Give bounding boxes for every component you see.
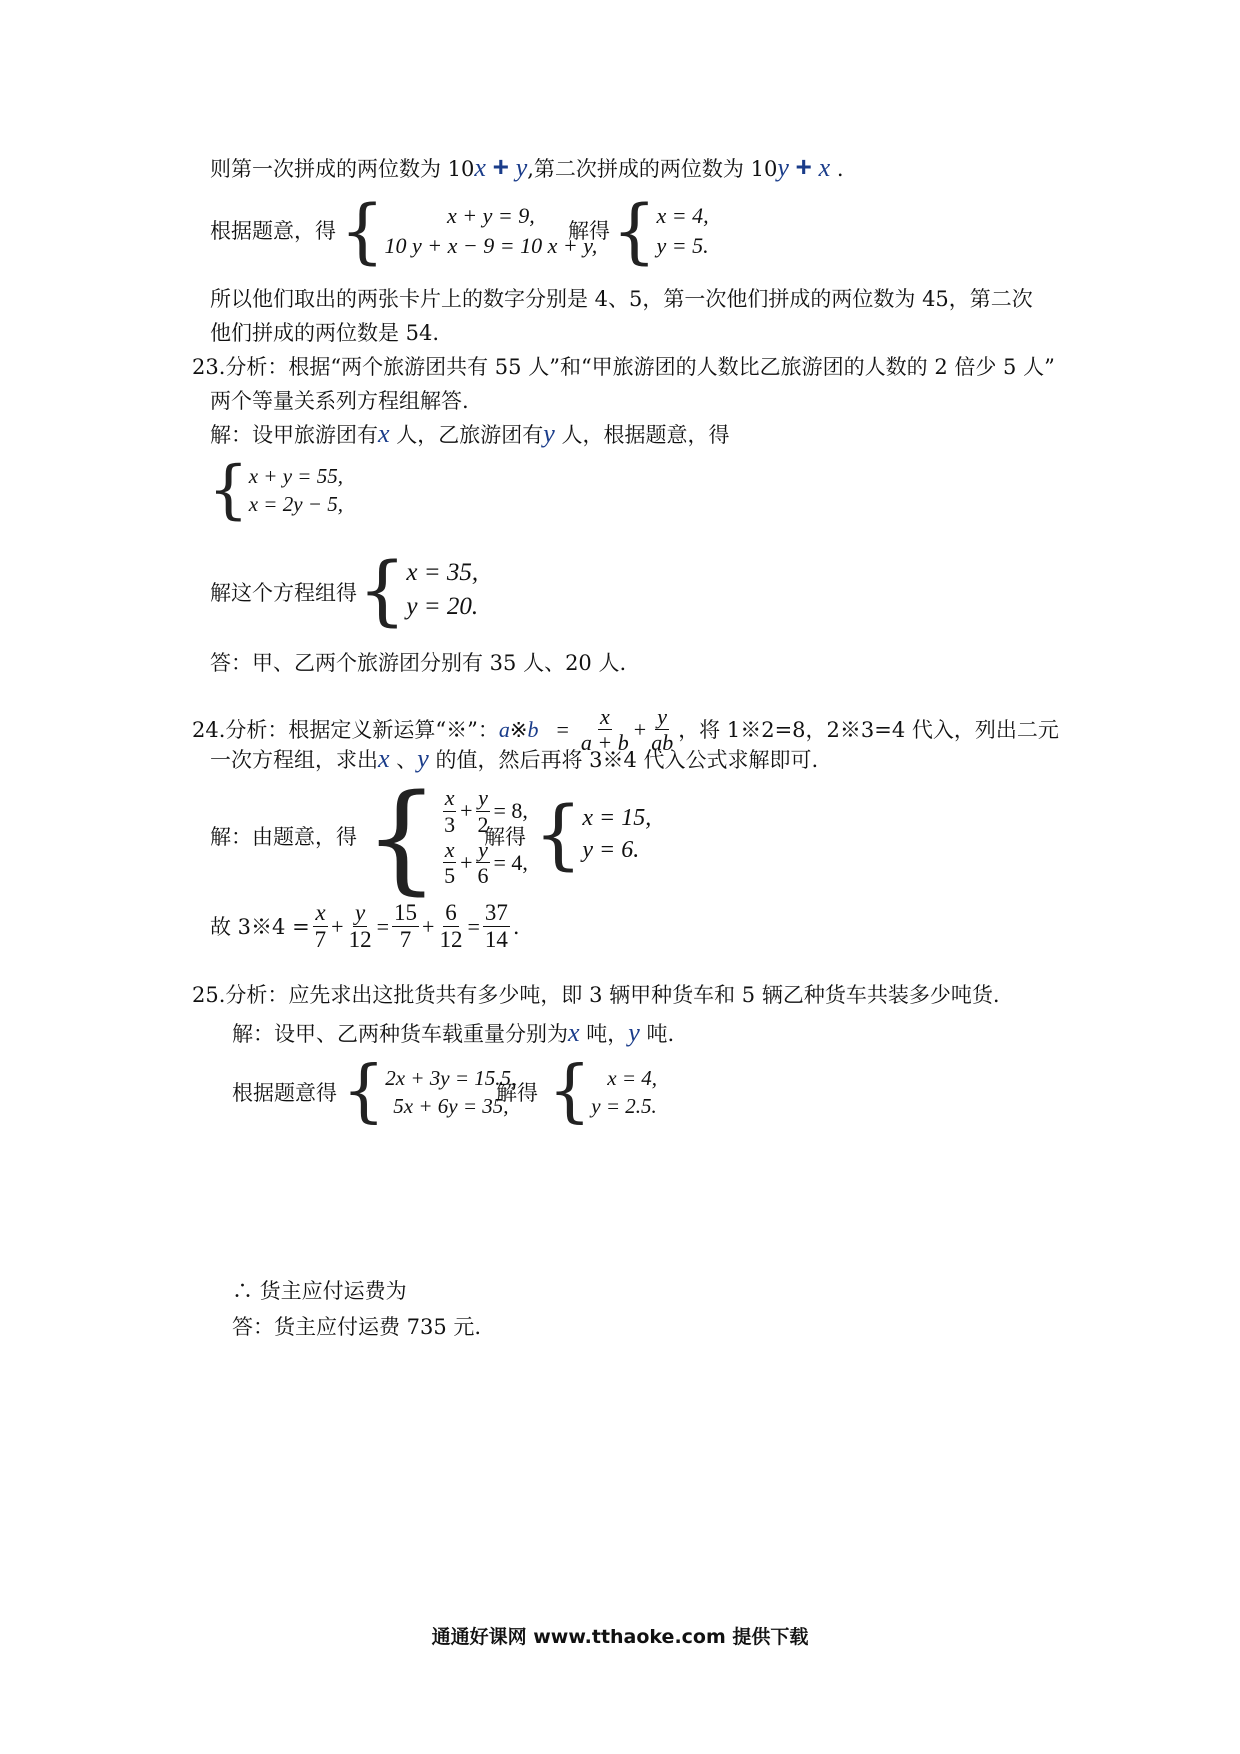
q25-setup: 解：设甲、乙两种货车载重量分别为x 吨，y 吨. — [232, 1018, 675, 1047]
q25-solution-system: { x = 4, y = 2.5. — [548, 1052, 658, 1131]
q25-equation-system: { 2x + 3y = 15.5, 5x + 6y = 35, — [342, 1052, 517, 1131]
q23-setup: 解：设甲旅游团有x 人，乙旅游团有y 人，根据题意，得 — [210, 419, 730, 448]
q23-analysis: 23.分析：根据“两个旅游团共有 55 人”和“甲旅游团的人数比乙旅游团的人数的 2 倍少 5 人” — [192, 355, 1055, 379]
label-solve: 解得 — [568, 219, 610, 243]
equation-system-1: { x + y = 9, 10 y + x − 9 = 10 x + y, — [340, 190, 598, 272]
label-according-to: 根据题意，得 — [210, 219, 336, 243]
solution-system-1: { x = 4, y = 5. — [612, 190, 709, 272]
q23-equation-system: { x + y = 55, x = 2y − 5, — [208, 453, 343, 527]
q25-answer: 答：货主应付运费 735 元. — [232, 1315, 482, 1339]
q23-answer: 答：甲、乙两个旅游团分别有 35 人、20 人. — [210, 651, 627, 675]
q24-analysis: 24.分析：根据定义新运算“※”： a ※ b = $\frac{x}{a + b}$ + $\frac{y}{ab}$ ，将 1※2=8，2※3=4 代入，列出二元 — [192, 704, 1059, 756]
q24-analysis-cont: 一次方程组，求出x 、y 的值，然后再将 3※4 代入公式求解即可. — [210, 744, 819, 773]
q25-according-label: 根据题意得 — [232, 1081, 337, 1105]
conclusion-line-1: 所以他们取出的两张卡片上的数字分别是 4、5，第一次他们拼成的两位数为 45，第二次 — [210, 287, 1033, 311]
q24-result: 故 3※4 = $\frac{x}{7}$ + $\frac{y}{12}$ = $\frac{15}{7}$ + $\frac{6}{12}$ = $\frac{37}{14}$ . — [210, 900, 520, 953]
line-two-digit-numbers: 则第一次拼成的两位数为 10x + y,第二次拼成的两位数为 10y + x . — [210, 151, 844, 182]
q23-solution-system: { x = 35, y = 20. — [358, 545, 479, 634]
q23-solve-label: 解这个方程组得 — [210, 581, 357, 605]
q24-solution-system: { x = 15, y = 6. — [534, 789, 652, 878]
conclusion-line-2: 他们拼成的两位数是 54. — [210, 321, 440, 345]
q23-analysis-cont: 两个等量关系列方程组解答. — [210, 389, 469, 413]
q24-solve-label: 解得 — [484, 825, 526, 849]
q25-therefore: ∴ 货主应付运费为 — [232, 1279, 407, 1303]
q25-solve-label: 解得 — [496, 1081, 538, 1105]
q25-analysis: 25.分析：应先求出这批货共有多少吨，即 3 辆甲种货车和 5 辆乙种货车共装多少吨货. — [192, 983, 1000, 1007]
footer-watermark: 通通好课网 www.tthaoke.com 提供下载 — [431, 1626, 809, 1648]
q24-equation-system: { $\frac{x}{3}$ + $\frac{y}{2}$ = 8, $\frac{x}{5}$ + $\frac{y}{6}$ = 4, — [364, 768, 528, 906]
q24-setup-label: 解：由题意，得 — [210, 825, 357, 849]
